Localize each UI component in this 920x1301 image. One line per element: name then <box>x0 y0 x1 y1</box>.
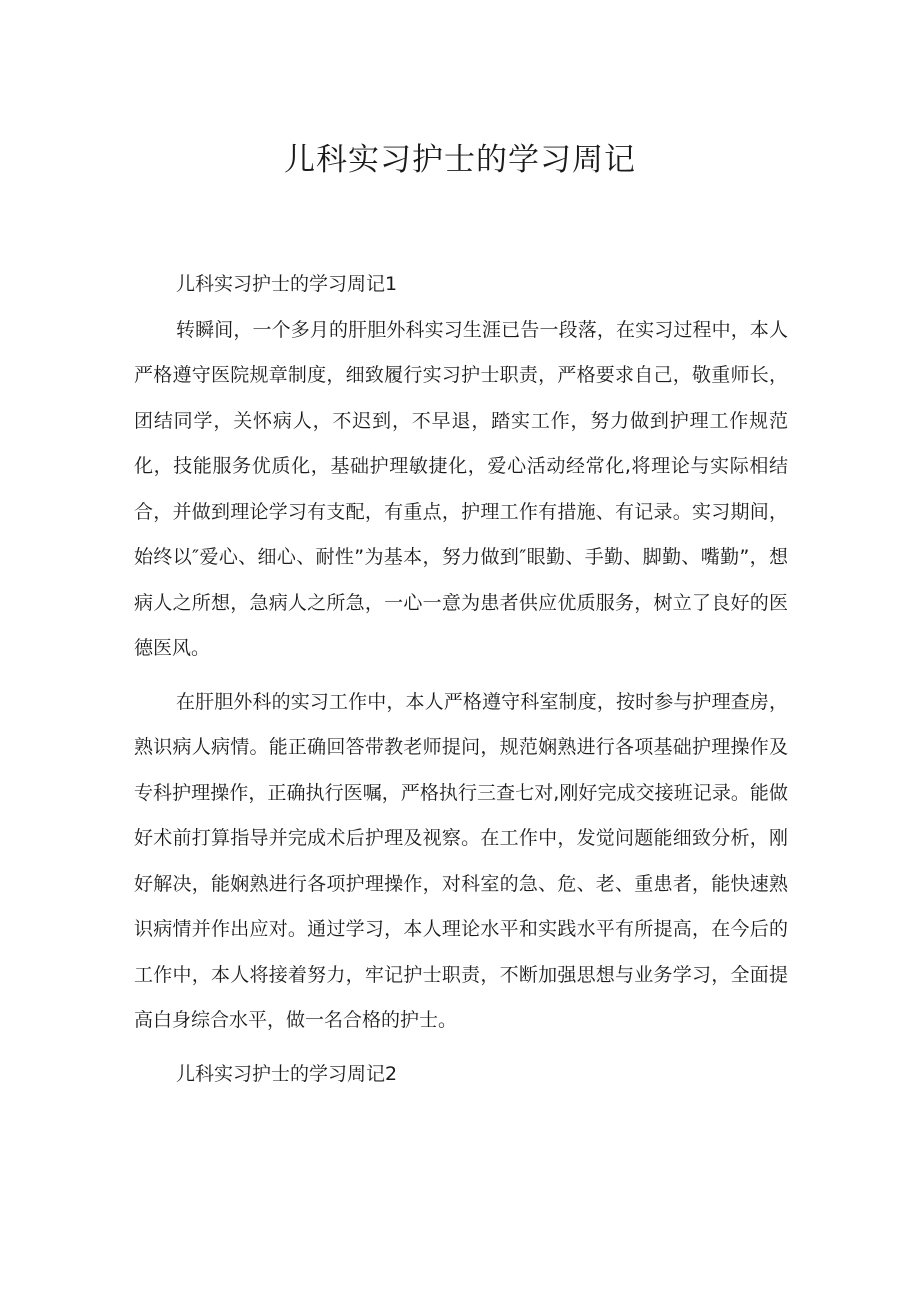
paragraph: 在肝胆外科的实习工作中，本人严格遵守科室制度，按时参与护理查房，熟识病人病情。能正确回答带教老师提问，规范娴熟进行各项基础护理操作及专科护理操作，正确执行医嘱，严格执行三查七对,刚好完成交接班记录。能做好术前打算指导并完成术后护理及视察。在工作中，发觉问题能细致分析，刚好解决，能娴熟进行各项护理操作，对科室的急、危、老、重患者，能快速熟识病情并作出应对。通过学习，本人理论水平和实践水平有所提高，在今后的工作中，本人将接着努力，牢记护士职责，不断加强思想与业务学习，全面提高白身综合水平，做一名合格的护士。 <box>134 690 788 1031</box>
paragraph: 转瞬间，一个多月的肝胆外科实习生涯已告一段落，在实习过程中，本人严格遵守医院规章制度，细致履行实习护士职责，严格要求自己，敬重师长，团结同学，关怀病人，不迟到，不早退，踏实工作，努力做到护理工作规范化，技能服务优质化，基础护理敏捷化，爱心活动经常化,将理论与实际相结合，并做到理论学习有支配，有重点，护理工作有措施、有记录。实习期间，始终以″爱心、细心、耐性”为基本，努力做到″眼勤、手勤、脚勤、嘴勤”，想病人之所想，急病人之所急，一心一意为患者供应优质服务，树立了良好的医德医风。 <box>134 318 788 659</box>
document-title: 儿科实习护士的学习周记 <box>284 142 636 178</box>
document-body <box>134 262 788 1097</box>
section-heading: 儿科实习护士的学习周记1 <box>176 273 398 295</box>
section-heading: 儿科实习护士的学习周记2 <box>176 1062 398 1085</box>
